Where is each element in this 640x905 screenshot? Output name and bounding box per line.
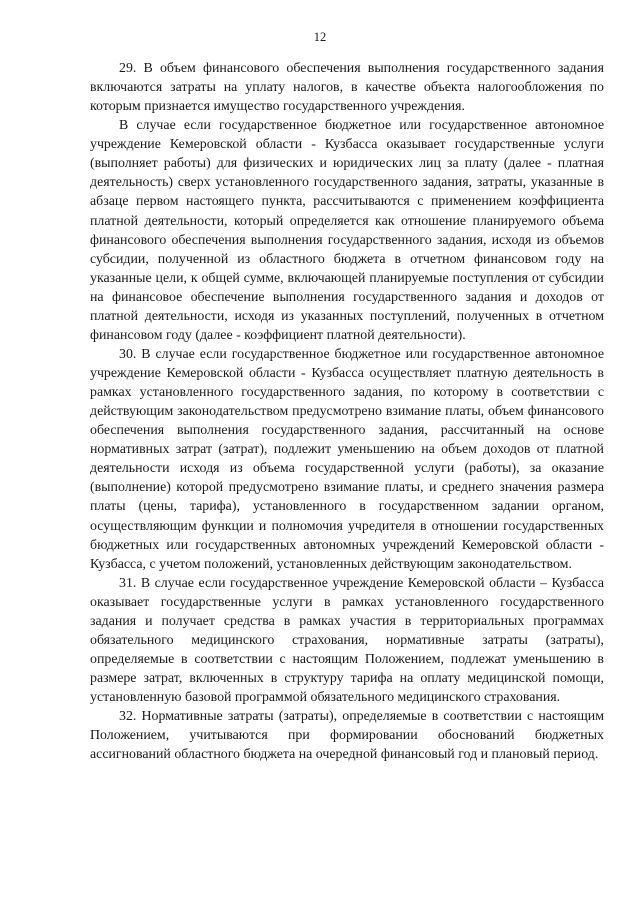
paragraph-31: 31. В случае если государственное учреждение Кемеровской области – Кузбасса оказывает государственные услуги в рамках установленного государственного задания и получает средства в рамках участия в территориальных программах обязательного медицинского страхования, нормативные затраты (затраты), определяемые в соответствии с настоящим Положением, подлежат уменьшению в размере затрат, включенных в структуру тарифа на оплату медицинской помощи, установленную базовой программой обязательного медицинского страхования.	[90, 575, 604, 706]
paragraph-29-paid-activity: В случае если государственное бюджетное или государственное автономное учреждение Кемеровской области - Кузбасса оказывает государственные услуги (выполняет работы) для физических и юридических лиц за плату (далее - платная деятельность) сверх установленного государственного задания, затраты, указанные в абзаце первом настоящего пункта, рассчитываются с применением коэффициента платной деятельности, который определяется как отношение планируемого объема финансового обеспечения выполнения государственного задания, исходя из объемов субсидии, полученной из областного бюджета в отчетном финансовом году на указанные цели, к общей сумме, включающей планируемые поступления от субсидии на финансовое обеспечение выполнения государственного задания и доходов от платной деятельности, исходя из указанных поступлений, полученных в отчетном финансовом году (далее - коэффициент платной деятельности).	[90, 118, 604, 343]
document-body	[90, 59, 604, 764]
paragraph-29: 29. В объем финансового обеспечения выполнения государственного задания включаются затраты на уплату налогов, в качестве объекта налогообложения по которым признается имущество государственного учреждения.	[90, 61, 604, 115]
page-number: 12	[313, 30, 327, 44]
paragraph-32: 32. Нормативные затраты (затраты), определяемые в соответствии с настоящим Положением, учитываются при формировании обоснований бюджетных ассигнований областного бюджета на очередной финансовый год и плановый период.	[90, 709, 604, 763]
paragraph-30: 30. В случае если государственное бюджетное или государственное автономное учреждение Кемеровской области - Кузбасса осуществляет платную деятельность в рамках установленного государственного задания, по которому в соответствии с действующим законодательством предусмотрено взимание платы, объем финансового обеспечения выполнения государственного задания, рассчитанный на основе нормативных затрат (затрат), подлежит уменьшению на объем доходов от платной деятельности исходя из объема государственной услуги (работы), за оказание (выполнение) которой предусмотрено взимание платы, и среднего значения размера платы (цены, тарифа), установленного в государственном задании органом, осуществляющим функции и полномочия учредителя в отношении государственных бюджетных или государственных автономных учреждений Кемеровской области - Кузбасса, с учетом положений, установленных действующим законодательством.	[90, 346, 604, 572]
